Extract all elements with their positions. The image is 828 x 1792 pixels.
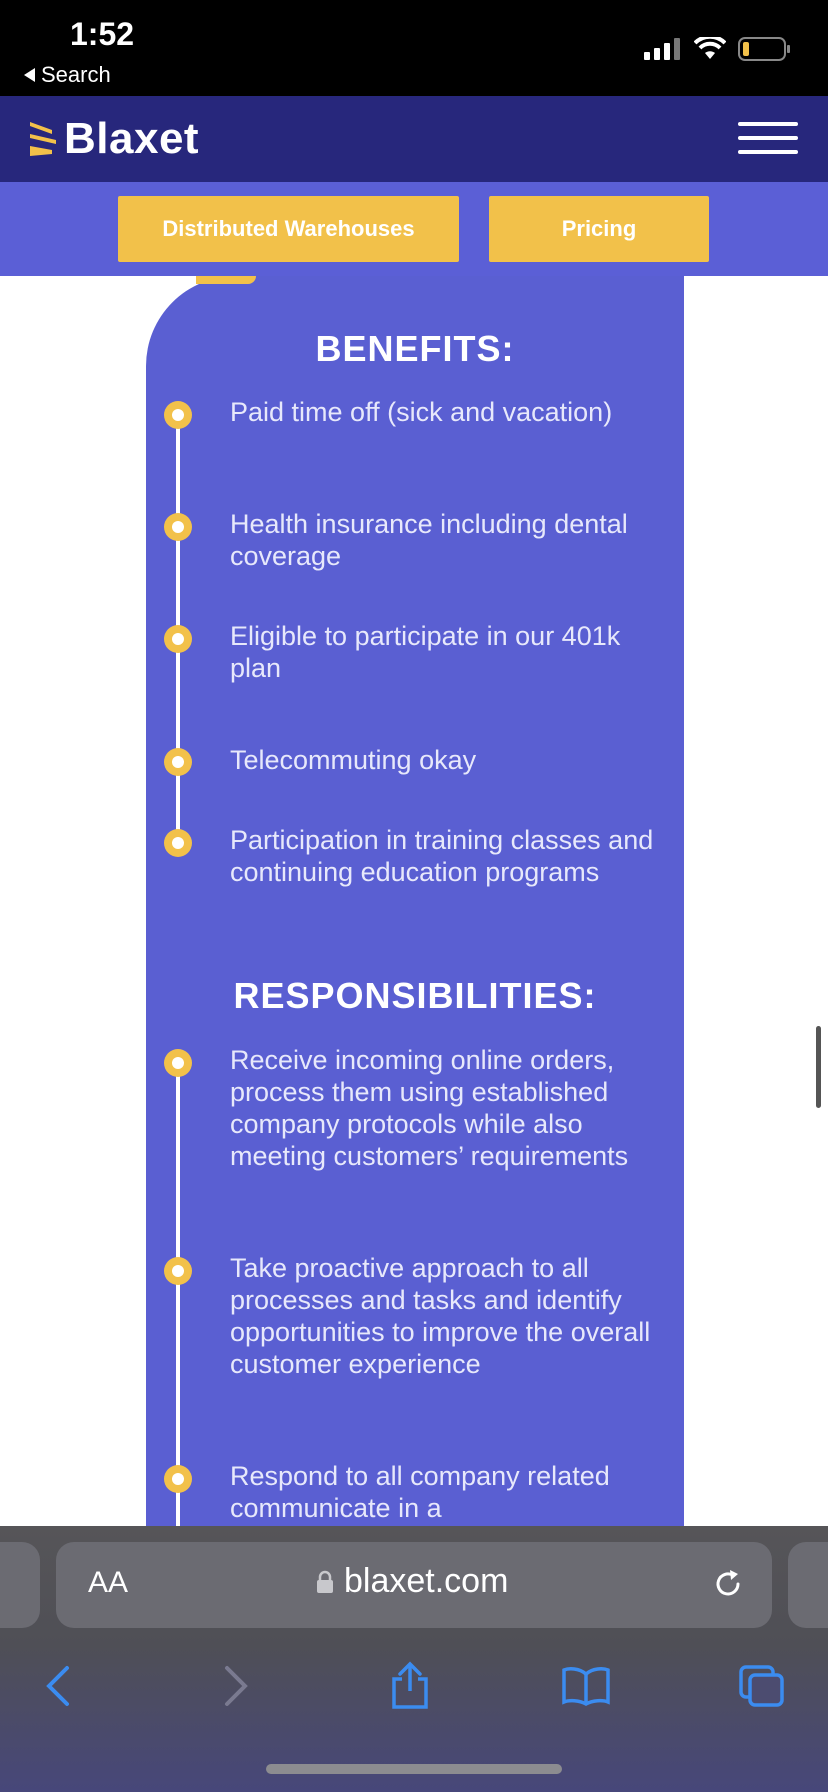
chevron-left-icon [43,1664,73,1708]
chevron-right-icon [221,1664,251,1708]
timeline-dot [164,1465,192,1493]
timeline-dot [164,1257,192,1285]
blaxet-logo[interactable] [30,114,199,164]
logo-chevrons-icon [30,120,58,158]
text-size-button[interactable]: AA [88,1566,129,1599]
responsibility-item: Respond to all company related communicate in a [230,1461,610,1523]
timeline-dot [164,1049,192,1077]
menu-line [738,150,798,154]
back-arrow-icon [24,68,35,82]
benefit-item: Paid time off (sick and vacation) [230,397,613,427]
timeline-dot [164,748,192,776]
back-label: Search [41,62,111,87]
lock-icon [316,1570,334,1594]
tabs-icon [738,1664,786,1708]
sub-navigation [0,182,828,276]
next-tab-preview[interactable] [788,1542,828,1628]
logo-text: Blaxet [64,114,200,163]
browser-bottom-bar [0,1526,828,1792]
responsibilities-timeline-line [176,1062,180,1526]
distributed-warehouses-button[interactable]: Distributed Warehouses [118,196,459,262]
tabs-button[interactable] [732,1656,792,1716]
book-icon [561,1666,611,1706]
hamburger-menu-button[interactable] [738,122,798,156]
page-scroll-indicator[interactable] [816,1026,821,1108]
status-time: 1:52 [70,16,135,52]
back-button[interactable] [28,1656,88,1716]
benefit-item: Telecommuting okay [230,745,477,775]
url-text: blaxet.com [344,1562,509,1600]
status-bar [0,0,828,96]
url-display[interactable] [316,1562,508,1601]
benefits-title: BENEFITS: [315,328,515,369]
previous-tab-preview[interactable] [0,1542,40,1628]
share-icon [388,1661,432,1711]
timeline-dot [164,829,192,857]
address-bar[interactable] [56,1542,772,1628]
wifi-icon [694,37,726,61]
site-header [0,96,828,182]
home-indicator[interactable] [266,1764,562,1774]
share-button[interactable] [380,1656,440,1716]
card-accent [196,276,256,284]
reload-icon[interactable] [708,1564,748,1604]
menu-line [738,136,798,140]
back-to-search-link[interactable] [24,62,111,88]
bookmarks-button[interactable] [556,1656,616,1716]
benefit-item: Participation in training classes and continuing education programs [230,825,654,887]
battery-icon [738,36,792,62]
pricing-button[interactable]: Pricing [489,196,709,262]
forward-button[interactable] [206,1656,266,1716]
responsibility-item: Receive incoming online orders, process them using established company protocols while also meeting customers’ requirements [230,1045,629,1171]
timeline-dot [164,401,192,429]
status-icons [644,36,792,62]
menu-line [738,122,798,126]
timeline-dot [164,625,192,653]
benefit-item: Eligible to participate in our 401k plan [230,621,621,683]
cellular-signal-icon [644,38,682,60]
responsibilities-title: RESPONSIBILITIES: [233,975,597,1016]
responsibility-item: Take proactive approach to all processes and tasks and identify opportunities to improve the overall customer experience [230,1253,651,1379]
benefit-item: Health insurance including dental coverage [230,509,628,571]
timeline-dot [164,513,192,541]
